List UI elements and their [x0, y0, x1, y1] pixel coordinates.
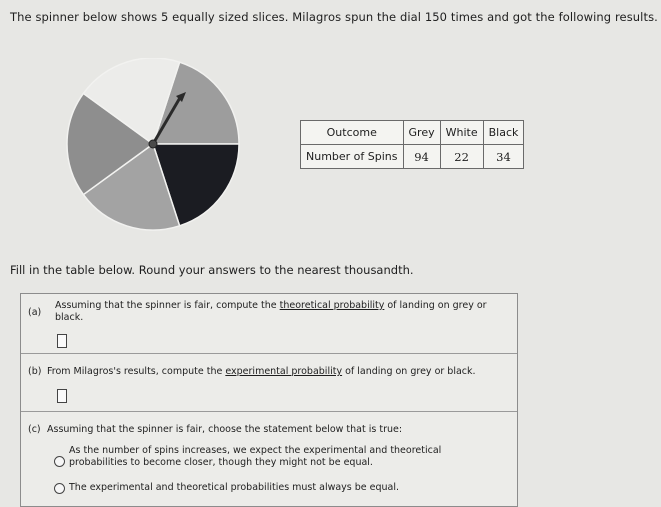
table-header-black: Black	[483, 121, 524, 145]
question-c-text: Assuming that the spinner is fair, choose the statement below that is true:	[47, 424, 403, 435]
question-a-text: Assuming that the spinner is fair, compute the theoretical probability of landing on grey or black.	[55, 300, 487, 323]
answer-b-input[interactable]	[57, 389, 67, 403]
problem-intro: The spinner below shows 5 equally sized slices. Milagros spun the dial 150 times and got the following results.	[10, 10, 658, 24]
question-c-tag: (c)	[28, 424, 41, 435]
option-2-label[interactable]: The experimental and theoretical probabilities must always be equal.	[69, 482, 400, 493]
question-a-tag: (a)	[28, 307, 42, 318]
experimental-probability-link[interactable]: experimental probability	[225, 366, 343, 377]
table-row-label: Number of Spins	[301, 145, 404, 169]
table-row	[301, 145, 524, 169]
table-cell-white: 22	[440, 145, 483, 169]
question-b	[21, 354, 517, 412]
option-1-radio[interactable]	[54, 456, 65, 467]
table-header-white: White	[440, 121, 483, 145]
spin-results-table	[300, 120, 524, 169]
question-a	[21, 294, 517, 354]
question-b-tag: (b)	[28, 366, 42, 377]
instructions: Fill in the table below. Round your answers to the nearest thousandth.	[10, 263, 414, 277]
table-cell-grey: 94	[403, 145, 440, 169]
option-2-radio[interactable]	[54, 483, 65, 494]
table-header-outcome: Outcome	[301, 121, 404, 145]
spinner-dial	[62, 58, 242, 234]
option-1-label[interactable]: As the number of spins increases, we expect the experimental and theoretical probabilities to become closer, though they might not be equal.	[69, 445, 442, 468]
question-b-text: From Milagros's results, compute the experimental probability of landing on grey or black.	[47, 366, 476, 377]
table-header-grey: Grey	[403, 121, 440, 145]
question-c	[21, 412, 517, 506]
question-panel	[20, 293, 518, 507]
table-cell-black: 34	[483, 145, 524, 169]
answer-a-input[interactable]	[57, 334, 67, 348]
spinner-pivot	[149, 140, 157, 148]
table-header-row	[301, 121, 524, 145]
theoretical-probability-link[interactable]: theoretical probability	[279, 300, 385, 311]
